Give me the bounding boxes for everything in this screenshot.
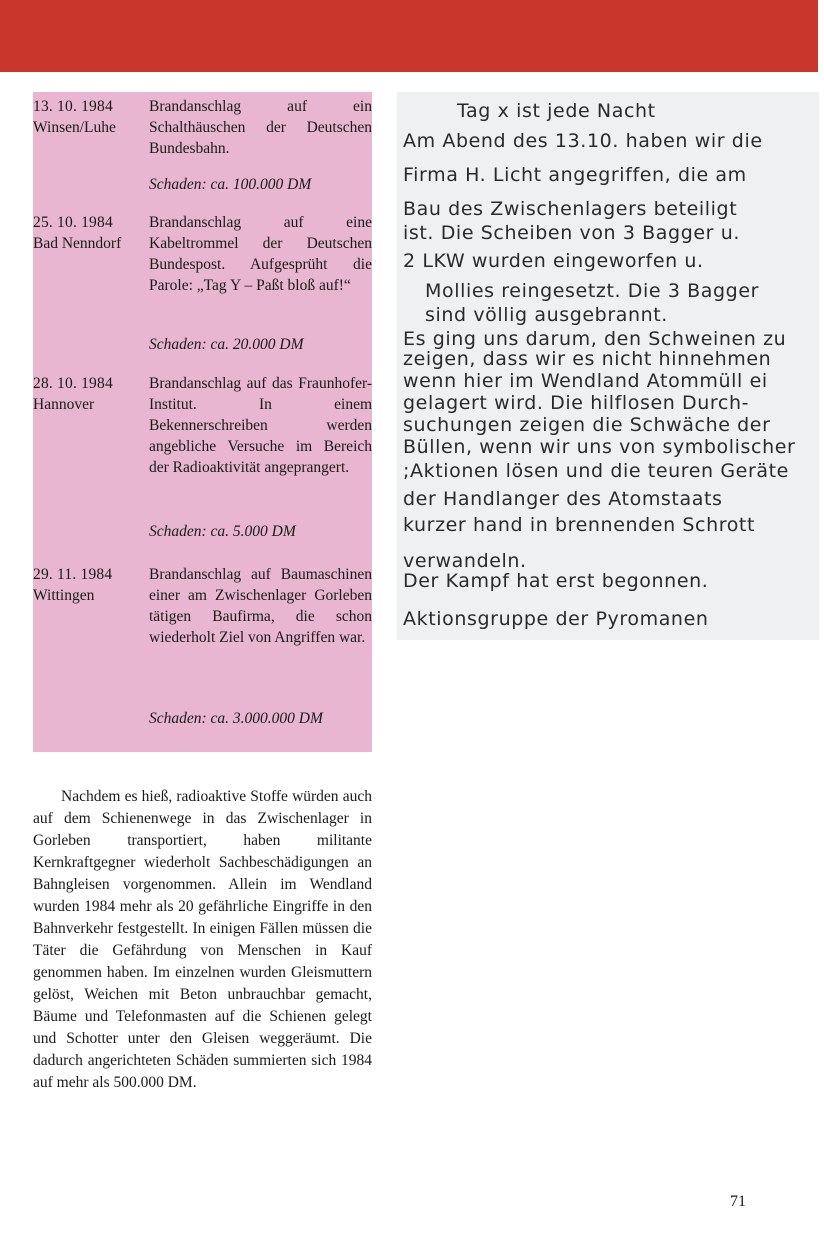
letter-line: verwandeln. (403, 550, 527, 572)
entry-damage: Schaden: ca. 100.000 DM (149, 176, 312, 193)
entry-damage: Schaden: ca. 3.000.000 DM (149, 710, 323, 727)
entry-date: 13. 10. 1984 (33, 98, 113, 115)
entry-place: Wittingen (33, 587, 95, 604)
handwritten-letter (397, 92, 819, 640)
entry-description: Brandanschlag auf ein Schalthäuschen der Deutschen Bundesbahn. (149, 98, 372, 157)
letter-line: kurzer hand in brennenden Schrott (403, 514, 756, 536)
letter-line: 2 LKW wurden eingeworfen u. (403, 250, 704, 272)
letter-line: Bau des Zwischenlagers beteiligt (403, 198, 738, 220)
chronology-entry (33, 373, 372, 543)
letter-line: ;Aktionen lösen und die teuren Geräte (403, 460, 789, 482)
entry-place: Winsen/Luhe (33, 119, 116, 136)
letter-line: Am Abend des 13.10. haben wir die (403, 130, 763, 152)
letter-line: wenn hier im Wendland Atommüll ei (403, 370, 768, 392)
chronology-entry (33, 564, 372, 749)
entry-date: 25. 10. 1984 (33, 214, 113, 231)
entry-date: 28. 10. 1984 (33, 375, 113, 392)
letter-line: sind völlig ausgebrannt. (425, 304, 668, 326)
letter-line: Firma H. Licht angegriffen, die am (403, 164, 747, 186)
entry-date: 29. 11. 1984 (33, 566, 113, 583)
entry-damage: Schaden: ca. 20.000 DM (149, 336, 304, 353)
letter-line: Mollies reingesetzt. Die 3 Bagger (425, 280, 760, 302)
letter-line: Tag x ist jede Nacht (457, 100, 656, 122)
letter-line: ist. Die Scheiben von 3 Bagger u. (403, 222, 740, 244)
letter-line: Der Kampf hat erst begonnen. (403, 570, 709, 592)
header-color-band (0, 0, 818, 72)
letter-line: Büllen, wenn wir uns von symbolischer (403, 436, 796, 458)
entry-place: Hannover (33, 396, 95, 413)
body-paragraph: Nachdem es hieß, radioaktive Stoffe würden auch auf dem Schienenwege in das Zwischenlager in Gorleben transportiert, haben militante Kernkraftgegner wiederholt Sachbeschädigungen an Bahngleisen vorgenommen. Allein im Wendland wurden 1984 mehr als 20 gefährliche Eingriffe in den Bahnverkehr festgestellt. In einigen Fällen müssen die Täter die Gefährdung von Menschen in Kauf genommen haben. Im einzelnen wurden Gleismuttern gelöst, Weichen mit Beton unbrauchbar gemacht, Bäume und Telefonmasten auf die Schienen gelegt und Schotter unter den Gleisen weggeräumt. Die dadurch angerichteten Schäden summierten sich 1984 auf mehr als 500.000 DM. (33, 788, 372, 1091)
entry-description: Brandanschlag auf das Fraunhofer-Institut. In einem Bekennerschreiben werden angebliche Versuche im Bereich der Radioaktivität angeprangert. (149, 375, 372, 476)
letter-line: zeigen, dass wir es nicht hinnehmen (403, 348, 772, 370)
letter-line: der Handlanger des Atomstaats (403, 488, 723, 510)
entry-description: Brandanschlag auf Baumaschinen einer am Zwischenlager Gorleben tätigen Baufirma, die schon wiederholt Ziel von Angriffen war. (149, 566, 372, 646)
entry-place: Bad Nenndorf (33, 235, 122, 252)
entry-damage: Schaden: ca. 5.000 DM (149, 523, 296, 540)
letter-line: Es ging uns darum, den Schweinen zu (403, 328, 787, 350)
page-number: 71 (730, 1193, 746, 1210)
chronology-entry (33, 212, 372, 362)
entry-description: Brandanschlag auf eine Kabeltrommel der Deutschen Bundespost. Aufgesprüht die Parole: „Tag Y – Paßt bloß auf!“ (149, 214, 372, 294)
letter-line: Aktionsgruppe der Pyromanen (403, 608, 709, 630)
letter-line: suchungen zeigen die Schwäche der (403, 414, 771, 436)
chronology-entry (33, 96, 372, 206)
letter-line: gelagert wird. Die hilflosen Durch- (403, 392, 750, 414)
